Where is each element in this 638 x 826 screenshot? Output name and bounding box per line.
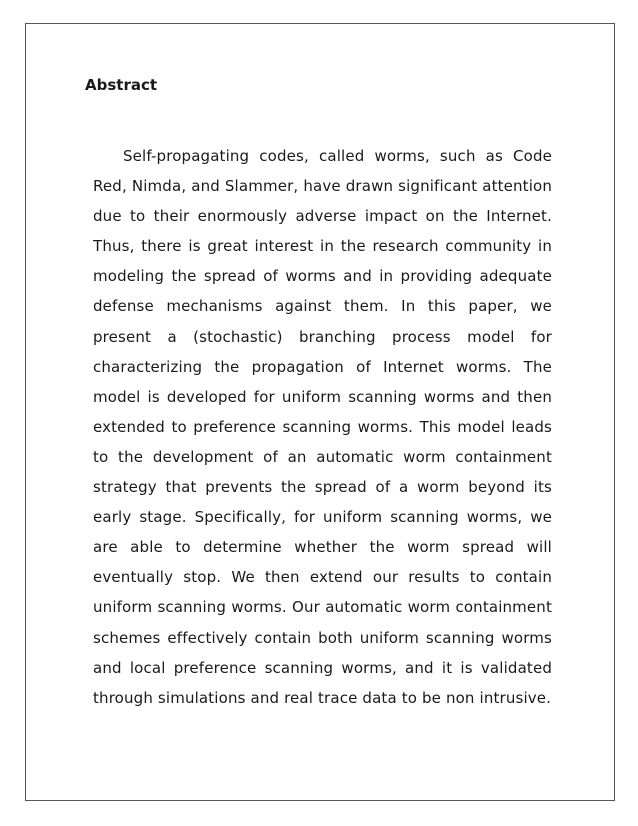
section-heading: Abstract	[85, 76, 158, 94]
abstract-paragraph: Self-propagating codes, called worms, such as Code Red, Nimda, and Slammer, have drawn significant attention due to their enormously adverse impact on the Internet. Thus, there is great interest in the research community in modeling the spread of worms and in providing adequate defense mechanisms against them. In this paper, we present a (stochastic) branching process model for characterizing the propagation of Internet worms. The model is developed for uniform scanning worms and then extended to preference scanning worms. This model leads to the development of an automatic worm containment strategy that prevents the spread of a worm beyond its early stage. Specifically, for uniform scanning worms, we are able to determine whether the worm spread will eventually stop. We then extend our results to contain uniform scanning worms. Our automatic worm containment schemes effectively contain both uniform scanning worms and local preference scanning worms, and it is validated through simulations and real trace data to be non intrusive.	[93, 147, 552, 707]
